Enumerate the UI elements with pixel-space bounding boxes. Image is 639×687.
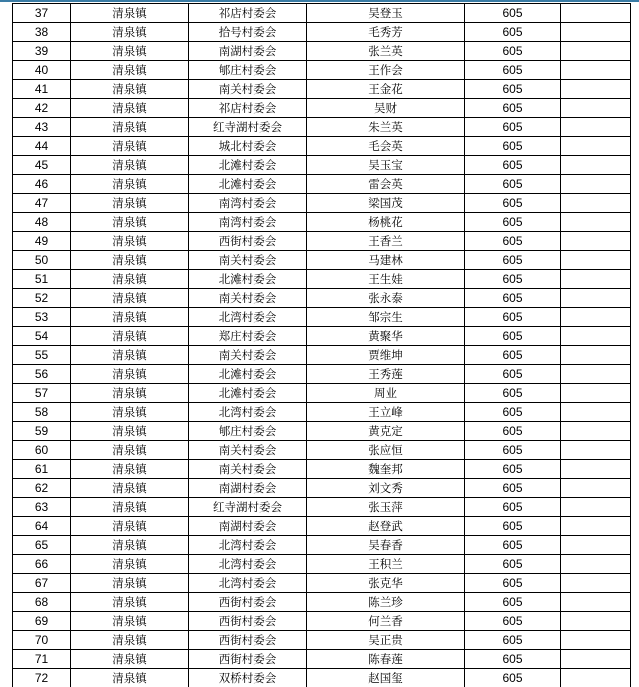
table-row bbox=[13, 669, 631, 687]
cell-village: 南关村委会 bbox=[189, 289, 307, 308]
cell-empty bbox=[561, 593, 631, 612]
cell-amount: 605 bbox=[465, 422, 561, 441]
cell-number: 37 bbox=[13, 4, 71, 23]
cell-village: 祁店村委会 bbox=[189, 99, 307, 118]
cell-town: 清泉镇 bbox=[71, 631, 189, 650]
cell-empty bbox=[561, 137, 631, 156]
table-row bbox=[13, 574, 631, 593]
cell-empty bbox=[561, 536, 631, 555]
cell-village: 北湾村委会 bbox=[189, 574, 307, 593]
cell-name: 黄聚华 bbox=[307, 327, 465, 346]
cell-empty bbox=[561, 156, 631, 175]
cell-number: 72 bbox=[13, 669, 71, 687]
top-border-line bbox=[0, 0, 639, 2]
cell-number: 48 bbox=[13, 213, 71, 232]
cell-village: 西街村委会 bbox=[189, 650, 307, 669]
cell-number: 55 bbox=[13, 346, 71, 365]
cell-name: 何兰香 bbox=[307, 612, 465, 631]
cell-number: 47 bbox=[13, 194, 71, 213]
cell-name: 黄克定 bbox=[307, 422, 465, 441]
cell-village: 北滩村委会 bbox=[189, 156, 307, 175]
cell-amount: 605 bbox=[465, 251, 561, 270]
cell-name: 梁国茂 bbox=[307, 194, 465, 213]
cell-amount: 605 bbox=[465, 118, 561, 137]
cell-town: 清泉镇 bbox=[71, 327, 189, 346]
table-row bbox=[13, 327, 631, 346]
table-row bbox=[13, 61, 631, 80]
cell-name: 王秀莲 bbox=[307, 365, 465, 384]
cell-number: 62 bbox=[13, 479, 71, 498]
cell-number: 50 bbox=[13, 251, 71, 270]
cell-amount: 605 bbox=[465, 137, 561, 156]
table-row bbox=[13, 593, 631, 612]
cell-empty bbox=[561, 365, 631, 384]
cell-village: 西街村委会 bbox=[189, 612, 307, 631]
cell-amount: 605 bbox=[465, 460, 561, 479]
table-row bbox=[13, 213, 631, 232]
cell-amount: 605 bbox=[465, 289, 561, 308]
cell-town: 清泉镇 bbox=[71, 403, 189, 422]
cell-name: 吴正贵 bbox=[307, 631, 465, 650]
cell-town: 清泉镇 bbox=[71, 270, 189, 289]
cell-empty bbox=[561, 460, 631, 479]
cell-name: 邹宗生 bbox=[307, 308, 465, 327]
cell-village: 城北村委会 bbox=[189, 137, 307, 156]
cell-amount: 605 bbox=[465, 555, 561, 574]
cell-village: 西街村委会 bbox=[189, 232, 307, 251]
cell-town: 清泉镇 bbox=[71, 175, 189, 194]
cell-amount: 605 bbox=[465, 42, 561, 61]
cell-empty bbox=[561, 574, 631, 593]
table-row bbox=[13, 384, 631, 403]
cell-amount: 605 bbox=[465, 213, 561, 232]
cell-empty bbox=[561, 384, 631, 403]
cell-name: 张永泰 bbox=[307, 289, 465, 308]
cell-amount: 605 bbox=[465, 650, 561, 669]
cell-name: 张玉萍 bbox=[307, 498, 465, 517]
cell-village: 北湾村委会 bbox=[189, 536, 307, 555]
table-row bbox=[13, 42, 631, 61]
cell-amount: 605 bbox=[465, 498, 561, 517]
cell-empty bbox=[561, 175, 631, 194]
cell-name: 吴登玉 bbox=[307, 4, 465, 23]
table-row bbox=[13, 612, 631, 631]
table-row bbox=[13, 232, 631, 251]
table-row bbox=[13, 536, 631, 555]
cell-amount: 605 bbox=[465, 308, 561, 327]
cell-village: 南关村委会 bbox=[189, 346, 307, 365]
cell-village: 郑庄村委会 bbox=[189, 327, 307, 346]
cell-number: 67 bbox=[13, 574, 71, 593]
table-row bbox=[13, 479, 631, 498]
cell-empty bbox=[561, 270, 631, 289]
cell-number: 46 bbox=[13, 175, 71, 194]
cell-town: 清泉镇 bbox=[71, 4, 189, 23]
cell-amount: 605 bbox=[465, 99, 561, 118]
cell-empty bbox=[561, 612, 631, 631]
cell-number: 57 bbox=[13, 384, 71, 403]
cell-town: 清泉镇 bbox=[71, 422, 189, 441]
cell-village: 南湖村委会 bbox=[189, 42, 307, 61]
cell-town: 清泉镇 bbox=[71, 232, 189, 251]
cell-empty bbox=[561, 403, 631, 422]
table-row bbox=[13, 194, 631, 213]
table-row bbox=[13, 403, 631, 422]
table-row bbox=[13, 99, 631, 118]
cell-village: 双桥村委会 bbox=[189, 669, 307, 687]
cell-town: 清泉镇 bbox=[71, 384, 189, 403]
cell-village: 北滩村委会 bbox=[189, 365, 307, 384]
cell-village: 北滩村委会 bbox=[189, 270, 307, 289]
table-row bbox=[13, 4, 631, 23]
cell-village: 北湾村委会 bbox=[189, 403, 307, 422]
cell-village: 郇庄村委会 bbox=[189, 61, 307, 80]
cell-number: 38 bbox=[13, 23, 71, 42]
cell-number: 53 bbox=[13, 308, 71, 327]
cell-name: 刘文秀 bbox=[307, 479, 465, 498]
cell-number: 68 bbox=[13, 593, 71, 612]
cell-number: 61 bbox=[13, 460, 71, 479]
cell-amount: 605 bbox=[465, 574, 561, 593]
cell-town: 清泉镇 bbox=[71, 517, 189, 536]
cell-name: 王香兰 bbox=[307, 232, 465, 251]
cell-name: 贾维坤 bbox=[307, 346, 465, 365]
cell-amount: 605 bbox=[465, 612, 561, 631]
cell-amount: 605 bbox=[465, 593, 561, 612]
cell-number: 69 bbox=[13, 612, 71, 631]
cell-village: 南关村委会 bbox=[189, 251, 307, 270]
cell-empty bbox=[561, 42, 631, 61]
cell-empty bbox=[561, 308, 631, 327]
cell-amount: 605 bbox=[465, 631, 561, 650]
cell-town: 清泉镇 bbox=[71, 365, 189, 384]
cell-town: 清泉镇 bbox=[71, 23, 189, 42]
cell-name: 周业 bbox=[307, 384, 465, 403]
cell-town: 清泉镇 bbox=[71, 498, 189, 517]
cell-number: 70 bbox=[13, 631, 71, 650]
cell-town: 清泉镇 bbox=[71, 650, 189, 669]
cell-name: 杨桃花 bbox=[307, 213, 465, 232]
cell-number: 66 bbox=[13, 555, 71, 574]
cell-amount: 605 bbox=[465, 4, 561, 23]
cell-town: 清泉镇 bbox=[71, 213, 189, 232]
cell-town: 清泉镇 bbox=[71, 555, 189, 574]
cell-empty bbox=[561, 289, 631, 308]
table-row bbox=[13, 251, 631, 270]
cell-number: 65 bbox=[13, 536, 71, 555]
cell-amount: 605 bbox=[465, 327, 561, 346]
cell-empty bbox=[561, 327, 631, 346]
cell-town: 清泉镇 bbox=[71, 574, 189, 593]
cell-name: 魏奎邦 bbox=[307, 460, 465, 479]
cell-name: 赵国玺 bbox=[307, 669, 465, 687]
cell-name: 吴财 bbox=[307, 99, 465, 118]
cell-town: 清泉镇 bbox=[71, 441, 189, 460]
table-row bbox=[13, 498, 631, 517]
cell-empty bbox=[561, 194, 631, 213]
cell-amount: 605 bbox=[465, 61, 561, 80]
cell-name: 雷会英 bbox=[307, 175, 465, 194]
table-row bbox=[13, 460, 631, 479]
cell-amount: 605 bbox=[465, 194, 561, 213]
table-row bbox=[13, 175, 631, 194]
cell-town: 清泉镇 bbox=[71, 118, 189, 137]
cell-empty bbox=[561, 251, 631, 270]
cell-village: 西街村委会 bbox=[189, 631, 307, 650]
cell-number: 71 bbox=[13, 650, 71, 669]
cell-empty bbox=[561, 61, 631, 80]
cell-town: 清泉镇 bbox=[71, 156, 189, 175]
cell-amount: 605 bbox=[465, 517, 561, 536]
table-container bbox=[12, 3, 631, 687]
cell-name: 张克华 bbox=[307, 574, 465, 593]
table-row bbox=[13, 555, 631, 574]
table-row bbox=[13, 517, 631, 536]
cell-name: 朱兰英 bbox=[307, 118, 465, 137]
cell-number: 56 bbox=[13, 365, 71, 384]
cell-town: 清泉镇 bbox=[71, 99, 189, 118]
table-row bbox=[13, 631, 631, 650]
cell-name: 赵登武 bbox=[307, 517, 465, 536]
cell-town: 清泉镇 bbox=[71, 80, 189, 99]
cell-town: 清泉镇 bbox=[71, 612, 189, 631]
table-row bbox=[13, 308, 631, 327]
table-row bbox=[13, 346, 631, 365]
cell-village: 北湾村委会 bbox=[189, 555, 307, 574]
cell-amount: 605 bbox=[465, 403, 561, 422]
cell-empty bbox=[561, 479, 631, 498]
table-row bbox=[13, 422, 631, 441]
cell-town: 清泉镇 bbox=[71, 479, 189, 498]
table-row bbox=[13, 270, 631, 289]
cell-number: 52 bbox=[13, 289, 71, 308]
table-body bbox=[13, 4, 631, 687]
cell-village: 祁店村委会 bbox=[189, 4, 307, 23]
table-row bbox=[13, 650, 631, 669]
cell-town: 清泉镇 bbox=[71, 137, 189, 156]
cell-empty bbox=[561, 422, 631, 441]
cell-name: 张兰英 bbox=[307, 42, 465, 61]
cell-empty bbox=[561, 517, 631, 536]
cell-amount: 605 bbox=[465, 441, 561, 460]
cell-town: 清泉镇 bbox=[71, 42, 189, 61]
cell-village: 拾号村委会 bbox=[189, 23, 307, 42]
cell-town: 清泉镇 bbox=[71, 536, 189, 555]
cell-empty bbox=[561, 441, 631, 460]
cell-empty bbox=[561, 23, 631, 42]
cell-empty bbox=[561, 498, 631, 517]
cell-village: 北滩村委会 bbox=[189, 384, 307, 403]
cell-number: 64 bbox=[13, 517, 71, 536]
cell-village: 南湾村委会 bbox=[189, 194, 307, 213]
cell-town: 清泉镇 bbox=[71, 61, 189, 80]
cell-town: 清泉镇 bbox=[71, 194, 189, 213]
cell-village: 北湾村委会 bbox=[189, 308, 307, 327]
cell-empty bbox=[561, 555, 631, 574]
cell-town: 清泉镇 bbox=[71, 346, 189, 365]
cell-name: 张应恒 bbox=[307, 441, 465, 460]
cell-amount: 605 bbox=[465, 536, 561, 555]
cell-empty bbox=[561, 232, 631, 251]
cell-name: 王立峰 bbox=[307, 403, 465, 422]
cell-empty bbox=[561, 631, 631, 650]
table-row bbox=[13, 365, 631, 384]
cell-number: 43 bbox=[13, 118, 71, 137]
cell-empty bbox=[561, 650, 631, 669]
cell-name: 王金花 bbox=[307, 80, 465, 99]
cell-amount: 605 bbox=[465, 270, 561, 289]
cell-town: 清泉镇 bbox=[71, 308, 189, 327]
cell-number: 51 bbox=[13, 270, 71, 289]
cell-name: 王生娃 bbox=[307, 270, 465, 289]
cell-village: 南关村委会 bbox=[189, 80, 307, 99]
cell-amount: 605 bbox=[465, 346, 561, 365]
cell-number: 44 bbox=[13, 137, 71, 156]
cell-empty bbox=[561, 346, 631, 365]
cell-name: 王积兰 bbox=[307, 555, 465, 574]
cell-number: 54 bbox=[13, 327, 71, 346]
table-row bbox=[13, 137, 631, 156]
cell-village: 红寺湖村委会 bbox=[189, 118, 307, 137]
cell-name: 毛秀芳 bbox=[307, 23, 465, 42]
cell-empty bbox=[561, 118, 631, 137]
cell-name: 王作会 bbox=[307, 61, 465, 80]
cell-village: 北滩村委会 bbox=[189, 175, 307, 194]
beneficiary-table bbox=[12, 3, 631, 687]
cell-amount: 605 bbox=[465, 156, 561, 175]
cell-name: 陈春莲 bbox=[307, 650, 465, 669]
cell-village: 红寺湖村委会 bbox=[189, 498, 307, 517]
table-row bbox=[13, 80, 631, 99]
cell-village: 南关村委会 bbox=[189, 460, 307, 479]
cell-name: 毛会英 bbox=[307, 137, 465, 156]
cell-village: 西街村委会 bbox=[189, 593, 307, 612]
cell-amount: 605 bbox=[465, 479, 561, 498]
cell-number: 58 bbox=[13, 403, 71, 422]
cell-name: 马建林 bbox=[307, 251, 465, 270]
cell-number: 42 bbox=[13, 99, 71, 118]
cell-empty bbox=[561, 213, 631, 232]
cell-number: 41 bbox=[13, 80, 71, 99]
cell-village: 南湾村委会 bbox=[189, 213, 307, 232]
cell-name: 吴春香 bbox=[307, 536, 465, 555]
cell-town: 清泉镇 bbox=[71, 460, 189, 479]
cell-town: 清泉镇 bbox=[71, 669, 189, 687]
cell-village: 郇庄村委会 bbox=[189, 422, 307, 441]
cell-amount: 605 bbox=[465, 232, 561, 251]
cell-amount: 605 bbox=[465, 384, 561, 403]
cell-amount: 605 bbox=[465, 80, 561, 99]
cell-number: 63 bbox=[13, 498, 71, 517]
cell-town: 清泉镇 bbox=[71, 289, 189, 308]
cell-empty bbox=[561, 4, 631, 23]
cell-village: 南湖村委会 bbox=[189, 517, 307, 536]
cell-number: 60 bbox=[13, 441, 71, 460]
cell-empty bbox=[561, 80, 631, 99]
cell-empty bbox=[561, 669, 631, 687]
cell-number: 39 bbox=[13, 42, 71, 61]
table-row bbox=[13, 156, 631, 175]
cell-name: 吴玉宝 bbox=[307, 156, 465, 175]
table-row bbox=[13, 441, 631, 460]
cell-empty bbox=[561, 99, 631, 118]
cell-name: 陈兰珍 bbox=[307, 593, 465, 612]
cell-village: 南关村委会 bbox=[189, 441, 307, 460]
cell-number: 40 bbox=[13, 61, 71, 80]
table-row bbox=[13, 289, 631, 308]
cell-amount: 605 bbox=[465, 23, 561, 42]
cell-number: 59 bbox=[13, 422, 71, 441]
cell-number: 45 bbox=[13, 156, 71, 175]
table-row bbox=[13, 23, 631, 42]
cell-village: 南湖村委会 bbox=[189, 479, 307, 498]
cell-amount: 605 bbox=[465, 365, 561, 384]
cell-town: 清泉镇 bbox=[71, 593, 189, 612]
cell-number: 49 bbox=[13, 232, 71, 251]
cell-town: 清泉镇 bbox=[71, 251, 189, 270]
table-row bbox=[13, 118, 631, 137]
cell-amount: 605 bbox=[465, 175, 561, 194]
cell-amount: 605 bbox=[465, 669, 561, 687]
